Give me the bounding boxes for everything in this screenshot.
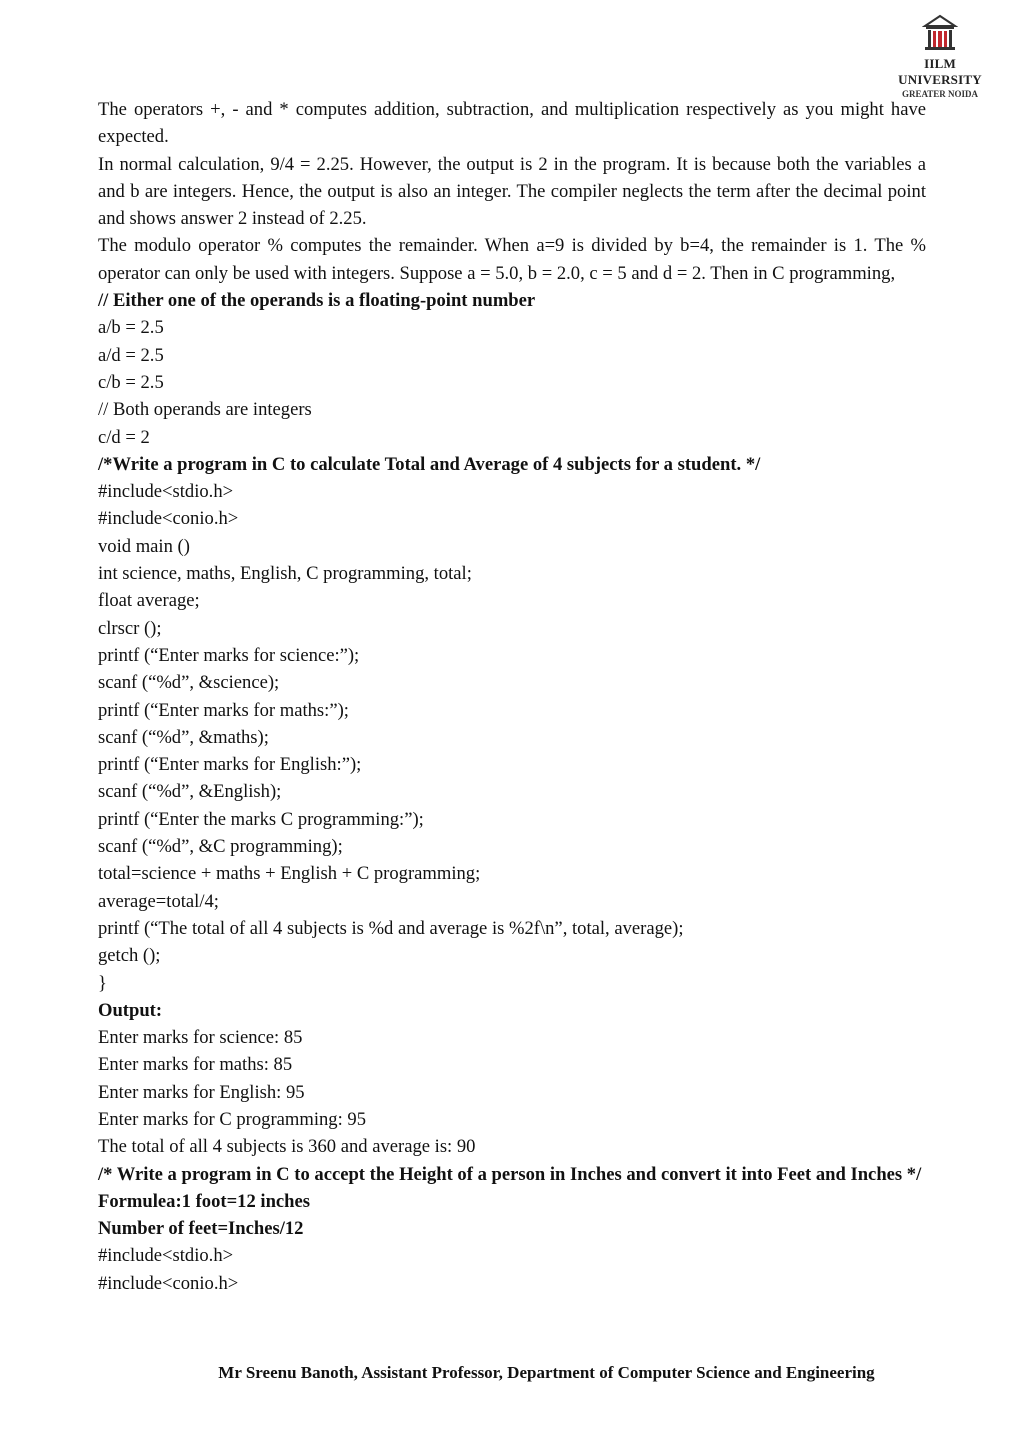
paragraph-operators: The operators +, - and * computes addition, subtraction, and multiplication respectively as you might have expected. xyxy=(98,99,926,148)
text-line: scanf (“%d”, &maths); xyxy=(98,726,269,748)
text-line: /*Write a program in C to calculate Total and Average of 4 subjects for a student. */ xyxy=(98,453,761,475)
text-line: getch (); xyxy=(98,945,161,967)
text-line: int science, maths, English, C programming, total; xyxy=(98,563,472,585)
text-line: float average; xyxy=(98,590,200,612)
text-line: average=total/4; xyxy=(98,890,219,912)
text-line: Enter marks for science: 85 xyxy=(98,1027,303,1049)
text-line: #include<stdio.h> xyxy=(98,481,234,503)
text-line: #include<conio.h> xyxy=(98,1272,239,1294)
logo-university-name: IILM UNIVERSITY xyxy=(898,56,982,87)
text-line: c/b = 2.5 xyxy=(98,371,164,393)
text-line: Number of feet=Inches/12 xyxy=(98,1218,304,1240)
text-line: printf (“Enter marks for science:”); xyxy=(98,644,360,666)
text-line: printf (“Enter marks for English:”); xyxy=(98,754,362,776)
text-line: Enter marks for English: 95 xyxy=(98,1081,305,1103)
code-lines-section-2 xyxy=(98,1188,926,1297)
text-line: // Either one of the operands is a floating-point number xyxy=(98,290,536,312)
code-lines-section xyxy=(98,287,926,1161)
text-line: scanf (“%d”, &C programming); xyxy=(98,836,343,858)
text-line: Enter marks for maths: 85 xyxy=(98,1054,293,1076)
text-line: clrscr (); xyxy=(98,617,162,639)
text-line: void main () xyxy=(98,535,190,557)
text-line: scanf (“%d”, &science); xyxy=(98,672,280,694)
text-line: // Both operands are integers xyxy=(98,399,312,421)
text-line: Output: xyxy=(98,999,163,1021)
text-line: #include<stdio.h> xyxy=(98,1245,234,1267)
text-line: scanf (“%d”, &English); xyxy=(98,781,282,803)
text-line: Formulea:1 foot=12 inches xyxy=(98,1190,310,1212)
document-body xyxy=(98,96,926,1297)
text-line: total=science + maths + English + C programming; xyxy=(98,863,481,885)
text-line: } xyxy=(98,972,107,994)
university-logo xyxy=(885,14,995,99)
text-line: c/d = 2 xyxy=(98,426,150,448)
text-line: The total of all 4 subjects is 360 and average is: 90 xyxy=(98,1136,476,1158)
logo-location: GREATER NOIDA xyxy=(901,89,979,99)
text-line: Enter marks for C programming: 95 xyxy=(98,1108,367,1130)
paragraph-modulo: The modulo operator % computes the remainder. When a=9 is divided by b=4, the remainder is 1. The % operator can only be used with integers. Suppose a = 5.0, b = 2.0, c = 5 and d = 2. Then in C programming, xyxy=(98,235,926,284)
page-footer: Mr Sreenu Banoth, Assistant Professor, Department of Computer Science and Engineering xyxy=(218,1363,875,1382)
paragraph-integer-division: In normal calculation, 9/4 = 2.25. However, the output is 2 in the program. It is because both the variables a and b are integers. Hence, the output is also an integer. The compiler neglects the term after the decimal point and shows answer 2 instead of 2.25. xyxy=(98,153,926,230)
building-emblem-icon xyxy=(922,14,958,54)
text-line: #include<conio.h> xyxy=(98,508,239,530)
text-line: printf (“Enter marks for maths:”); xyxy=(98,699,349,721)
text-line: printf (“The total of all 4 subjects is %d and average is %2f\n”, total, average); xyxy=(98,917,684,939)
text-line: printf (“Enter the marks C programming:”); xyxy=(98,808,424,830)
program2-title: /* Write a program in C to accept the Height of a person in Inches and convert it into Feet and Inches */ xyxy=(98,1163,922,1185)
text-line: a/b = 2.5 xyxy=(98,317,164,339)
text-line: a/d = 2.5 xyxy=(98,344,164,366)
